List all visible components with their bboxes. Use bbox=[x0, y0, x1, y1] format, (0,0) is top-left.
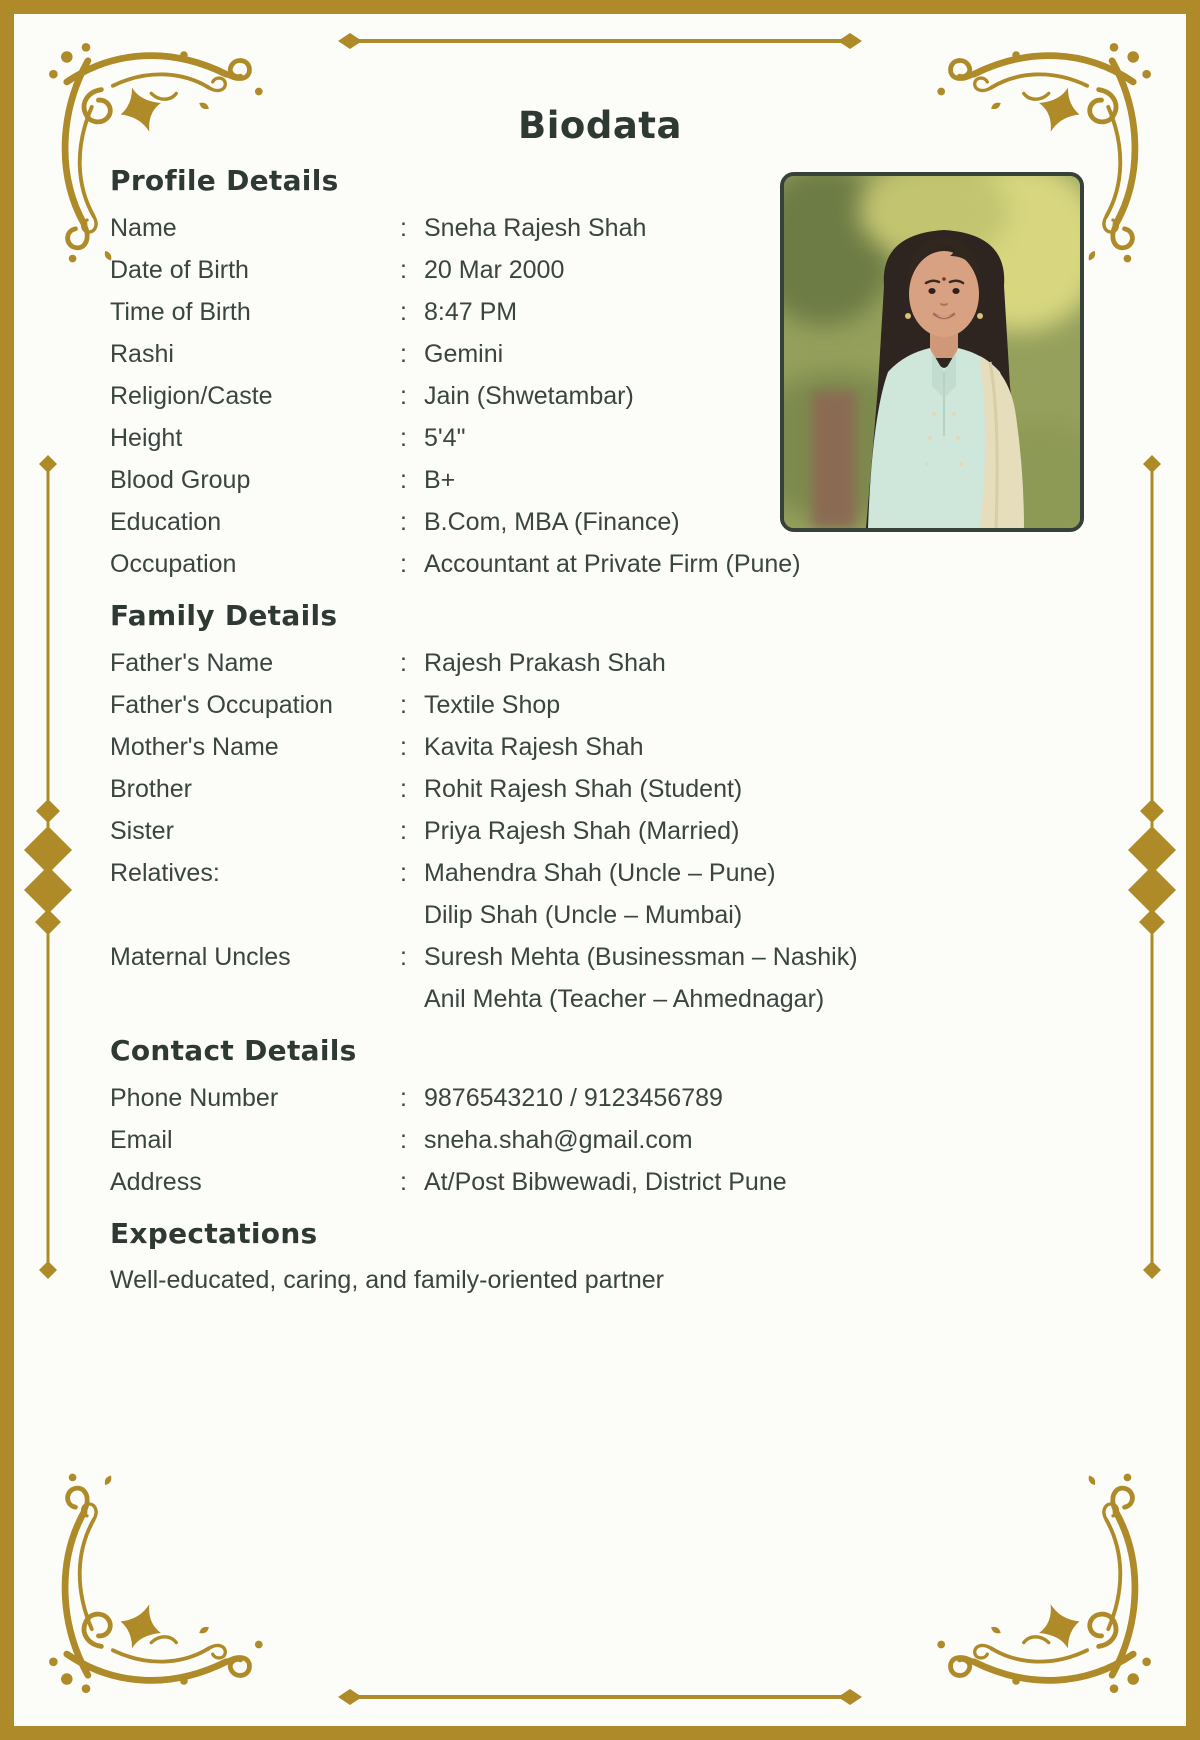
detail-row-time-of-birth bbox=[110, 291, 1110, 333]
field-label: Education bbox=[110, 508, 222, 536]
colon-separator: : bbox=[400, 298, 407, 326]
colon-separator: : bbox=[400, 256, 407, 284]
section-heading-profile-details: Profile Details bbox=[110, 164, 339, 197]
field-value: 8:47 PM bbox=[424, 298, 518, 326]
field-value: Rajesh Prakash Shah bbox=[424, 649, 666, 677]
colon-separator: : bbox=[400, 424, 407, 452]
colon-separator: : bbox=[400, 817, 407, 845]
corner-flourish-bottom-right bbox=[922, 1464, 1162, 1704]
colon-separator: : bbox=[400, 775, 407, 803]
field-value: Priya Rajesh Shah (Married) bbox=[424, 817, 740, 845]
corner-flourish-bottom-left bbox=[38, 1464, 278, 1704]
colon-separator: : bbox=[400, 691, 407, 719]
field-label: Name bbox=[110, 214, 177, 242]
colon-separator: : bbox=[400, 466, 407, 494]
field-label: Rashi bbox=[110, 340, 174, 368]
section-heading-expectations: Expectations bbox=[110, 1217, 318, 1250]
bottom-divider-line bbox=[336, 1688, 864, 1706]
field-label: Occupation bbox=[110, 550, 237, 578]
field-label: Father's Name bbox=[110, 649, 274, 677]
colon-separator: : bbox=[400, 340, 407, 368]
detail-row-blood-group bbox=[110, 459, 1110, 501]
field-label: Address bbox=[110, 1168, 202, 1196]
field-value: At/Post Bibwewadi, District Pune bbox=[424, 1168, 787, 1196]
field-value: B.Com, MBA (Finance) bbox=[424, 508, 680, 536]
field-value: sneha.shah@gmail.com bbox=[424, 1126, 693, 1154]
field-value: Accountant at Private Firm (Pune) bbox=[424, 550, 801, 578]
detail-row-date-of-birth bbox=[110, 249, 1110, 291]
field-value: 20 Mar 2000 bbox=[424, 256, 565, 284]
detail-row-address bbox=[110, 1161, 1110, 1203]
detail-row-email bbox=[110, 1119, 1110, 1161]
field-value: Jain (Shwetambar) bbox=[424, 382, 634, 410]
detail-row-sister bbox=[110, 810, 1110, 852]
detail-row-fathers-occupation bbox=[110, 684, 1110, 726]
field-label: Maternal Uncles bbox=[110, 943, 291, 971]
detail-row-rashi bbox=[110, 333, 1110, 375]
detail-row-name bbox=[110, 207, 1110, 249]
colon-separator: : bbox=[400, 550, 407, 578]
colon-separator: : bbox=[400, 859, 407, 887]
page-title: Biodata bbox=[518, 104, 682, 147]
field-value-line: Anil Mehta (Teacher – Ahmednagar) bbox=[424, 985, 825, 1013]
colon-separator: : bbox=[400, 508, 407, 536]
colon-separator: : bbox=[400, 382, 407, 410]
field-label: Mother's Name bbox=[110, 733, 279, 761]
field-value: Sneha Rajesh Shah bbox=[424, 214, 647, 242]
field-value-line: Suresh Mehta (Businessman – Nashik) bbox=[424, 943, 858, 971]
field-label: Height bbox=[110, 424, 183, 452]
detail-row-height bbox=[110, 417, 1110, 459]
field-label: Father's Occupation bbox=[110, 691, 333, 719]
field-value: 9876543210 / 9123456789 bbox=[424, 1084, 723, 1112]
field-label: Brother bbox=[110, 775, 192, 803]
top-divider-line bbox=[336, 32, 864, 50]
right-side-ornament bbox=[1127, 454, 1177, 1279]
field-value-multiline bbox=[424, 936, 1110, 1020]
section-heading-contact-details: Contact Details bbox=[110, 1034, 357, 1067]
detail-row-maternal-uncles bbox=[110, 936, 1110, 1020]
colon-separator: : bbox=[400, 1168, 407, 1196]
detail-row-occupation bbox=[110, 543, 1110, 585]
field-value: Gemini bbox=[424, 340, 504, 368]
field-value-line: Dilip Shah (Uncle – Mumbai) bbox=[424, 901, 743, 929]
field-value: Rohit Rajesh Shah (Student) bbox=[424, 775, 743, 803]
detail-row-fathers-name bbox=[110, 642, 1110, 684]
left-side-ornament bbox=[23, 454, 73, 1279]
field-label: Phone Number bbox=[110, 1084, 279, 1112]
colon-separator: : bbox=[400, 1084, 407, 1112]
detail-row-phone-number bbox=[110, 1077, 1110, 1119]
colon-separator: : bbox=[400, 214, 407, 242]
field-label: Sister bbox=[110, 817, 174, 845]
field-label: Relatives: bbox=[110, 859, 220, 887]
field-value: Textile Shop bbox=[424, 691, 561, 719]
detail-row-mothers-name bbox=[110, 726, 1110, 768]
detail-row-relatives bbox=[110, 852, 1110, 936]
section-heading-family-details: Family Details bbox=[110, 599, 338, 632]
detail-row-religion-caste bbox=[110, 375, 1110, 417]
field-value: B+ bbox=[424, 466, 456, 494]
detail-row-education bbox=[110, 501, 1110, 543]
field-label: Blood Group bbox=[110, 466, 251, 494]
detail-row-brother bbox=[110, 768, 1110, 810]
field-label: Time of Birth bbox=[110, 298, 251, 326]
colon-separator: : bbox=[400, 649, 407, 677]
field-label: Email bbox=[110, 1126, 173, 1154]
field-label: Religion/Caste bbox=[110, 382, 273, 410]
field-value: 5'4" bbox=[424, 424, 466, 452]
colon-separator: : bbox=[400, 733, 407, 761]
colon-separator: : bbox=[400, 943, 407, 971]
field-value: Kavita Rajesh Shah bbox=[424, 733, 644, 761]
field-label: Date of Birth bbox=[110, 256, 249, 284]
field-value-line: Mahendra Shah (Uncle – Pune) bbox=[424, 859, 776, 887]
field-value-multiline bbox=[424, 852, 1110, 936]
expectations-text: Well-educated, caring, and family-oriented partner bbox=[110, 1266, 664, 1294]
biodata-content bbox=[110, 164, 1110, 1300]
colon-separator: : bbox=[400, 1126, 407, 1154]
